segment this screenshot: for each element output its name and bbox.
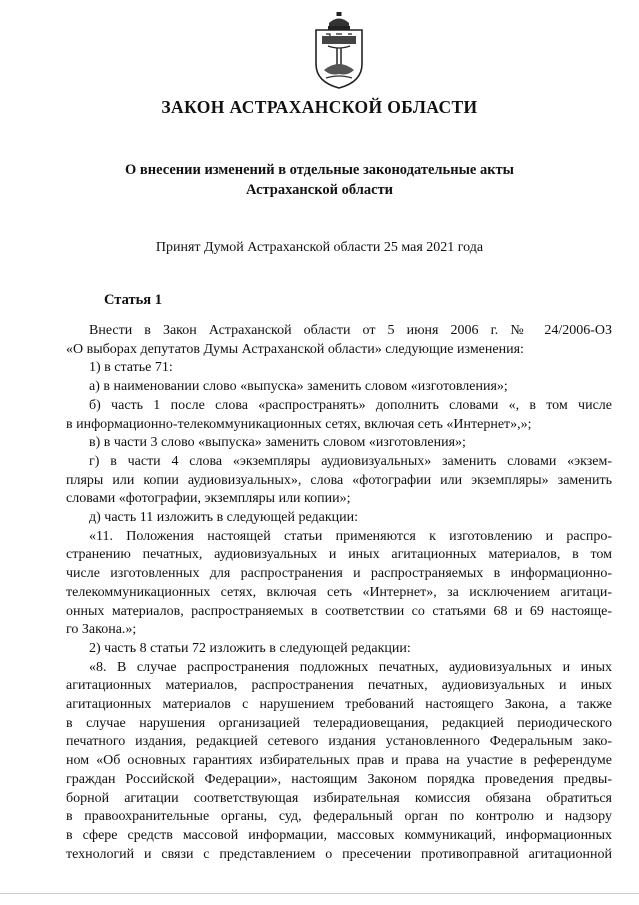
body-line: в сфере средств массовой информации, массовых коммуникаций, информационных — [66, 827, 612, 843]
law-title: ЗАКОН АСТРАХАНСКОЙ ОБЛАСТИ — [161, 97, 478, 117]
body-line: в правоохранительные органы, суд, федеральный орган по контролю и надзору — [66, 809, 612, 825]
body-line: «8. В случае распространения подложных печатных, аудиовизуальных и иных — [89, 659, 612, 675]
body-line: онных материалов, распространяемых в соответствии со статьями 68 и 69 настояще- — [66, 603, 612, 619]
body-line: пляры или копии аудиовизуальных», слова «фотографии или экземпляры» заменить — [66, 472, 612, 488]
body-line: борной агитации соответствующая избирательная комиссия обязана обратиться — [66, 790, 612, 806]
body-line: граждан Российской Федерации», настоящим Законом порядка проведения предвы- — [66, 771, 612, 787]
adoption-note: Принят Думой Астраханской области 25 мая 2021 года — [155, 240, 484, 255]
body-line: г) в части 4 слова «экземпляры аудиовизуальных» заменить словами «экзем- — [89, 453, 612, 469]
body-line: агитационных материалов с нарушением требований настоящего Закона, а также — [66, 697, 612, 713]
body-line: д) часть 11 изложить в следующей редакции: — [89, 510, 359, 526]
body-line: Внести в Закон Астраханской области от 5 июня 2006 г. № 24/2006-ОЗ — [89, 323, 612, 338]
body-line: в) в части 3 слово «выпуска» заменить словом «изготовления»; — [89, 435, 466, 451]
subject-line-1: О внесении изменений в отдельные законодательные акты — [125, 162, 514, 178]
body-line: в информационно-телекоммуникационных сетях, включая сеть «Интернет»,»; — [66, 416, 532, 432]
body-line: б) часть 1 после слова «распространять» дополнить словами «, в том числе — [89, 397, 612, 413]
subject-line-2: Астраханской области — [245, 182, 394, 198]
law-subject — [80, 160, 559, 200]
body-line: ном «Об основных гарантиях избирательных прав и права на участие в референдуме — [66, 753, 612, 769]
body-line: агитационных материалов, распространения печатных, аудиовизуальных и иных — [66, 678, 612, 694]
body-line: а) в наименовании слово «выпуска» заменить словом «изготовления»; — [89, 379, 508, 395]
coat-of-arms-emblem — [314, 12, 364, 90]
body-line: в случае нарушения организацией телерадиовещания, редакцией периодического — [66, 715, 612, 731]
body-line: телекоммуникационных сетях, включая сеть «Интернет», за исключением агитаци- — [66, 584, 612, 600]
body-line: го Закона.»; — [66, 622, 137, 638]
body-line: «11. Положения настоящей статьи применяются к изготовлению и распро- — [89, 528, 612, 544]
article-body — [66, 322, 612, 864]
body-line: словами «фотографии, экземпляры или копии»; — [66, 491, 351, 507]
body-line: числе изготовленных для распространения и распространяемых в информационно- — [66, 566, 612, 582]
page-bottom-edge — [0, 893, 639, 894]
body-line: странению печатных, аудиовизуальных и иных агитационных материалов, в том — [66, 547, 612, 563]
body-line: 1) в статье 71: — [89, 360, 173, 376]
body-line: 2) часть 8 статьи 72 изложить в следующей редакции: — [89, 640, 411, 656]
body-line: печатного издания, редакцией сетевого издания установленного Федеральным зако- — [66, 734, 612, 750]
article-heading: Статья 1 — [104, 292, 162, 308]
body-line: технологий и связи с представлением о пресечении противоправной агитационной — [66, 846, 612, 862]
body-line: «О выборах депутатов Думы Астраханской области» следующие изменения: — [66, 341, 524, 357]
